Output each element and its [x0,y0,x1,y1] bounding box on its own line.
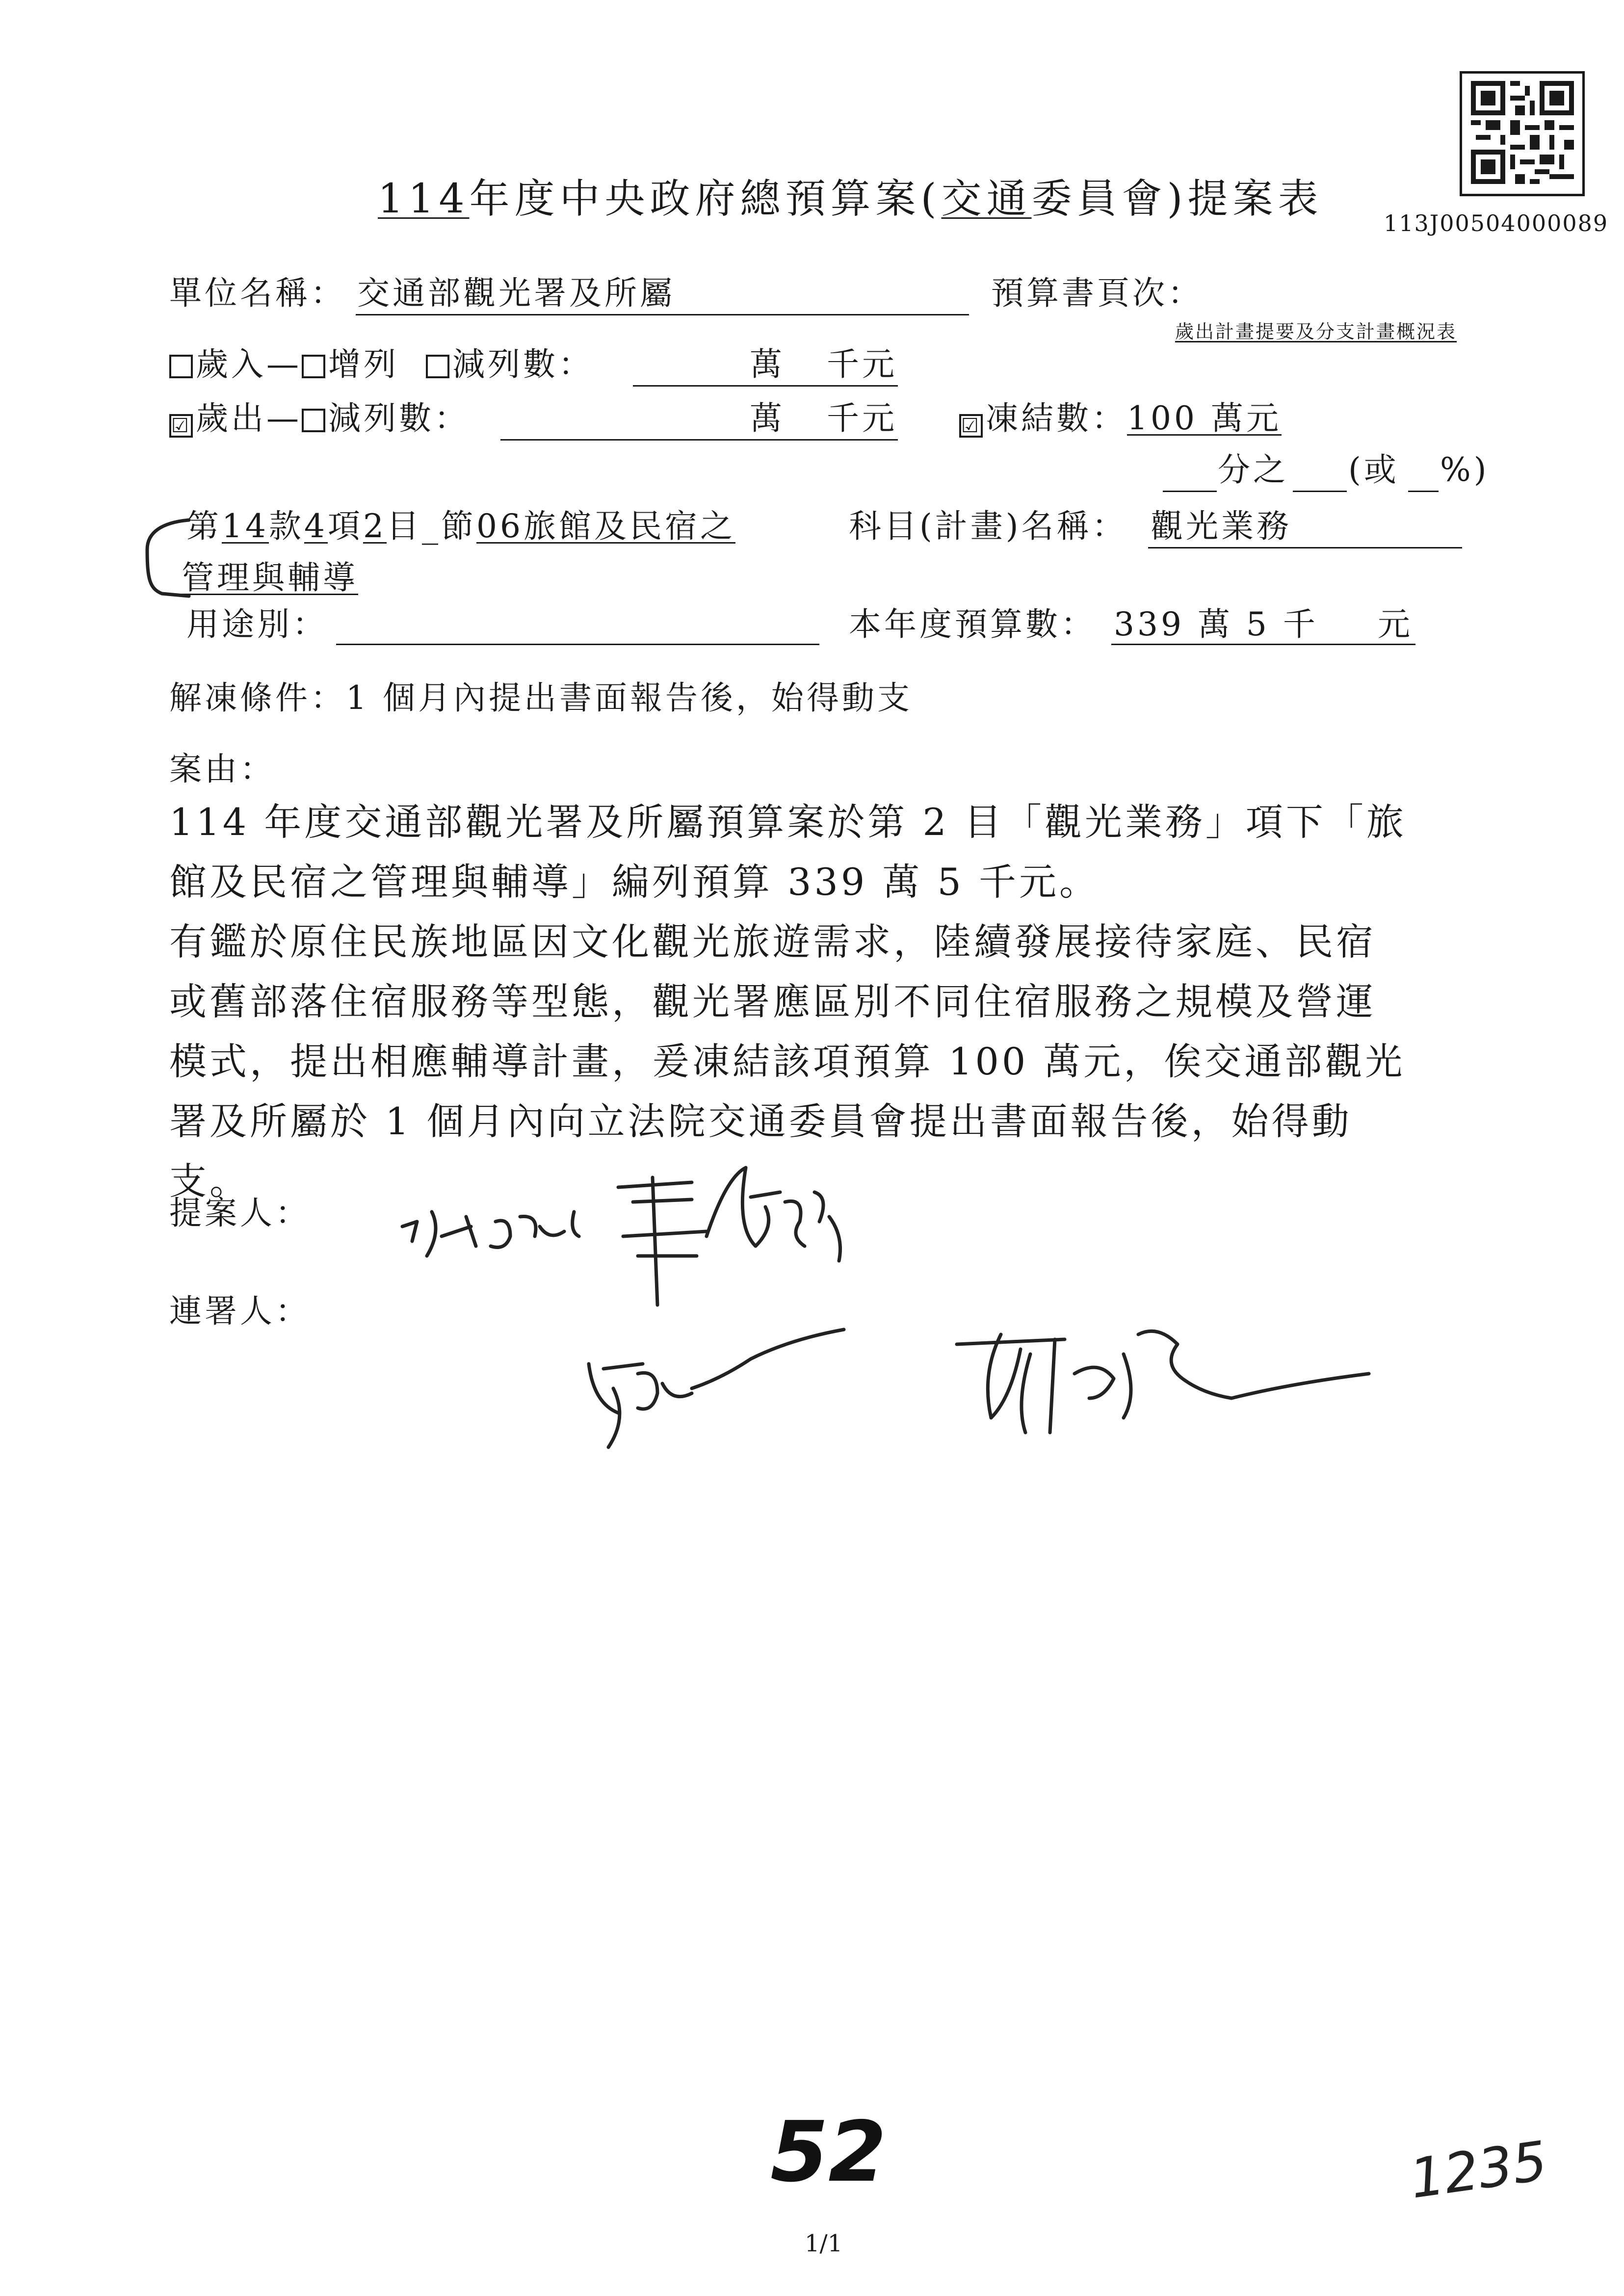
reason-line: 支。 [169,1159,250,1203]
subject-value: 觀光業務 [1151,507,1292,545]
bracket-mark [147,520,189,596]
title-pre: 年度中央政府總預算案( [469,176,942,222]
reason-line: 或舊部落住宿服務等型態，觀光署應區別不同住宿服務之規模及營運 [169,980,1376,1023]
signature-proposer-1 [402,1212,476,1256]
unfreeze-value: 1 個月內提出書面報告後，始得動支 [346,679,913,717]
reason-line: 模式，提出相應輔導計畫，爰凍結該項預算 100 萬元，俟交通部觀光 [169,1040,1406,1083]
signature-cosigner-1 [589,1330,844,1447]
reason-label: 案由： [169,750,275,788]
budget-value: 339 萬 5 千 [1114,605,1318,643]
section-name-cont: 管理與輔導 [182,559,358,597]
document-code: 113J00504000089 [1384,210,1609,236]
ratio-fen: 分之 [1218,451,1288,489]
page-note: 歲出計畫提要及分支計畫概況表 [1175,321,1457,342]
budget-unit: 元 [1378,605,1413,643]
income-wan: 萬 [750,345,785,383]
page-indicator: 1/1 [805,2230,843,2257]
budget-label: 本年度預算數： [849,605,1096,643]
cosigner-label: 連署人： [169,1292,311,1330]
reason-line: 署及所屬於 1 個月內向立法院交通委員會提出書面報告後，始得動 [169,1099,1352,1143]
reason-line: 有鑑於原住民族地區因文化觀光旅遊需求，陸續發展接待家庭、民宿 [169,920,1376,964]
freeze-value: 100 萬元 [1127,399,1282,437]
page-label: 預算書頁次： [991,274,1203,312]
unfreeze-row: 解凍條件：1 個月內提出書面報告後，始得動支 [169,679,913,717]
subject-label: 科目(計畫)名稱： [849,507,1127,545]
freeze-row: ☑ 凍結數：100 萬元 [959,402,1282,438]
ratio-huo: (或 [1348,451,1399,489]
unit-label: 單位名稱： [169,274,346,312]
handwritten-record-number: 1235 [1406,2129,1551,2211]
signature-cosigner-2 [957,1331,1369,1433]
signature-proposer-2 [491,1212,579,1248]
signature-proposer-4 [707,1168,840,1261]
expense-row: ☑ 歲出— 減列數： [169,402,470,438]
item-row: 第14款4項2目_節06旅館及民宿之 [186,507,735,545]
proposer-label: 提案人： [169,1194,311,1232]
usage-label: 用途別： [186,605,328,643]
income-qian: 千元 [827,345,897,383]
title-year: 114 [378,176,470,222]
freeze-checkbox[interactable]: ☑ [959,414,983,438]
expense-checkbox[interactable]: ☑ [169,414,193,438]
handwritten-page-number: 52 [770,2104,887,2201]
title-post: 委員會)提案表 [1031,176,1323,222]
unit-value: 交通部觀光署及所屬 [357,274,675,312]
signature-proposer-3 [618,1177,707,1305]
reason-line: 館及民宿之管理與輔導」編列預算 339 萬 5 千元。 [169,860,1100,904]
ratio-percent: %) [1440,451,1490,489]
reason-line: 114 年度交通部觀光署及所屬預算案於第 2 目「觀光業務」項下「旅 [169,800,1407,844]
section-name: 旅館及民宿之 [523,507,735,545]
title-committee: 交通 [941,176,1032,222]
expense-qian: 千元 [827,399,897,437]
income-row: 歲入— 增列 減列數： [169,348,594,381]
expense-wan: 萬 [750,399,785,437]
